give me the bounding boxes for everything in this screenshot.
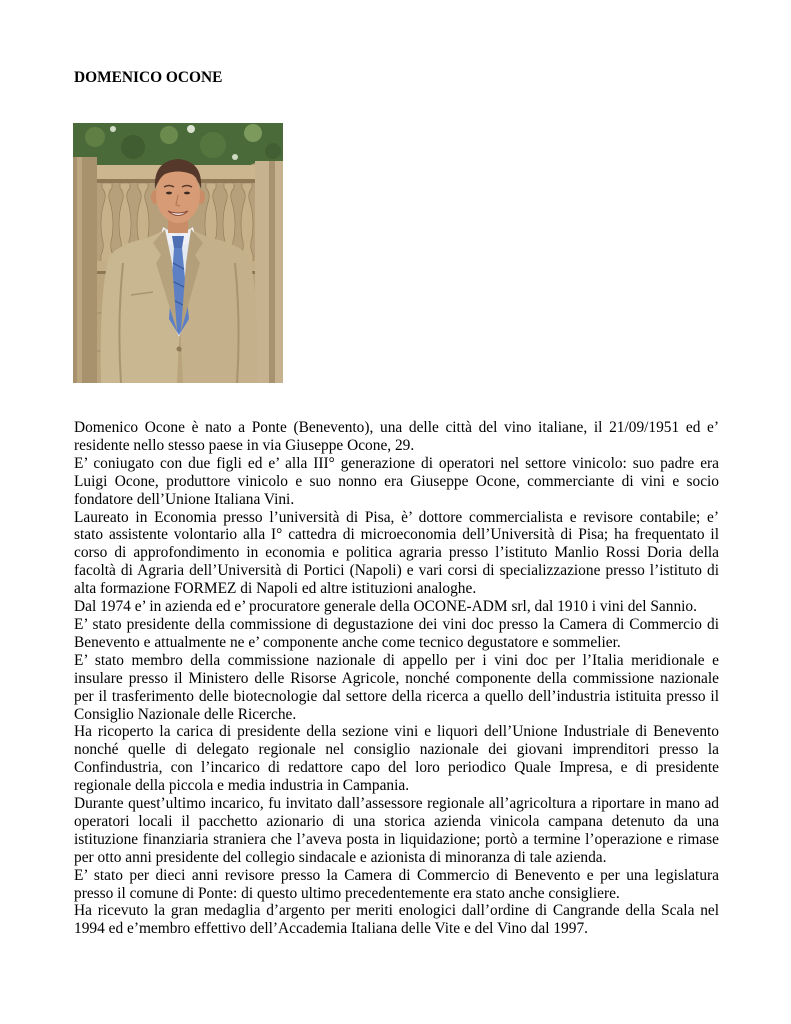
text-line: E’ coniugato con due figli ed e’ alla III° generazione di operatori nel settore vinicolo: suo padre era [74, 454, 719, 472]
text-line: E’ stato per dieci anni revisore presso la Camera di Commercio di Benevento e per una legislatura [74, 866, 719, 884]
text-line: operatori locali il pacchetto azionario di una storica azienda vinicola campana detenuto da una [74, 812, 719, 830]
text-line: per il trasferimento delle biotecnologie dal settore della ricerca a quello dell’industria istituita presso il [74, 687, 719, 705]
text-line: Laureato in Economia presso l’università di Pisa, è’ dottore commercialista e revisore contabile; e’ [74, 508, 719, 526]
document-title: DOMENICO OCONE [74, 69, 223, 86]
text-line: stato assistente volontario alla I° cattedra di microeconomia dell’Università di Pisa; ha frequentato il [74, 526, 719, 544]
text-line: Dal 1974 e’ in azienda ed e’ procuratore generale della OCONE-ADM srl, dal 1910 i vini del Sannio. [74, 598, 697, 616]
text-line: 1994 ed e’membro effettivo dell’Accademia Italiana delle Vite e del Vino dal 1997. [74, 920, 588, 938]
text-line: Consiglio Nazionale delle Ricerche. [74, 705, 297, 723]
text-line: E’ stato membro della commissione nazionale di appello per i vini doc per l’Italia meridionale e [74, 651, 719, 669]
text-line: Domenico Ocone è nato a Ponte (Benevento), una delle città del vino italiane, il 21/09/1951 ed e’ [74, 419, 719, 436]
text-line: fondatore dell’Unione Italiana Vini. [74, 490, 295, 508]
paragraph [74, 455, 719, 509]
paragraph [74, 509, 719, 599]
text-line: Ha ricevuto la gran medaglia d’argento per meriti enologici dall’ordine di Cangrande della Scala nel [74, 902, 719, 920]
text-line: E’ stato presidente della commissione di degustazione dei vini doc presso la Camera di Commercio di [74, 615, 719, 633]
paragraph [74, 795, 719, 867]
paragraph [74, 616, 719, 652]
text-line: regionale della piccola e media industria in Campania. [74, 777, 410, 795]
text-line: facoltà di Agraria dell’Università di Portici (Napoli) e vari corsi di specializzazione presso l’istituto di [74, 562, 719, 580]
text-line: Confindustria, con l’incarico di redattore capo del loro periodico Quale Impresa, e di presidente [74, 759, 719, 777]
paragraph [74, 867, 719, 903]
text-line: Durante quest’ultimo incarico, fu invitato dall’assessore regionale all’agricoltura a riportare in mano ad [74, 795, 719, 813]
text-line: nonché quelle di delegato regionale nel consiglio nazionale dei giovani imprenditori presso la [74, 741, 719, 759]
text-line: presso il comune di Ponte: di questo ultimo precedentemente era stato anche consigliere. [74, 884, 620, 902]
text-line: insulare presso il Ministero delle Risorse Agricole, nonché componente della commissione nazionale [74, 669, 719, 687]
biography-text [74, 419, 719, 938]
paragraph [74, 723, 719, 795]
text-line: Ha ricoperto la carica di presidente della sezione vini e liquori dell’Unione Industriale di Benevento [74, 723, 719, 741]
text-line: Benevento e attualmente ne e’ componente anche come tecnico degustatore e sommelier. [74, 633, 621, 651]
text-line: istituzione finanziaria straniera che l’aveva posta in liquidazione; portò a termine l’operazione e rimase [74, 830, 719, 848]
paragraph [74, 902, 719, 938]
text-line: residente nello stesso paese in via Giuseppe Ocone, 29. [74, 436, 415, 454]
portrait-photo [73, 123, 283, 383]
paragraph [74, 598, 719, 616]
text-line: Luigi Ocone, produttore vinicolo e suo nonno era Giuseppe Ocone, commerciante di vini e socio [74, 472, 719, 490]
paragraph [74, 652, 719, 724]
text-line: corso di approfondimento in economia e politica agraria presso l’istituto Manlio Rossi Doria della [74, 544, 719, 562]
text-line: alta formazione FORMEZ di Napoli ed altre istituzioni analoghe. [74, 580, 477, 598]
paragraph [74, 419, 719, 455]
text-line: per otto anni presidente del collegio sindacale e azionista di minoranza di tale azienda. [74, 848, 607, 866]
